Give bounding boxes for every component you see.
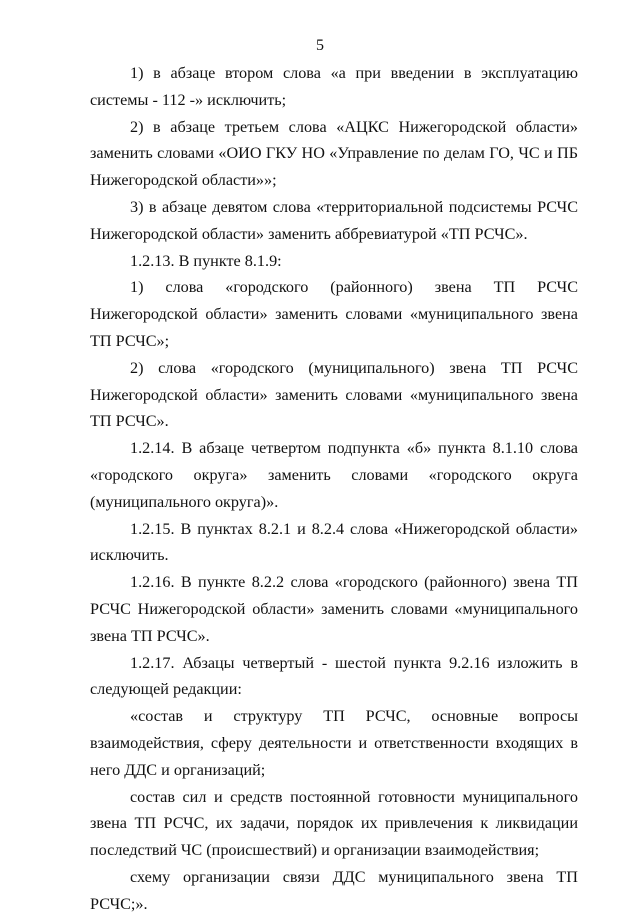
page-number: 5 [316, 37, 324, 54]
paragraph-11: «состав и структуру ТП РСЧС, основные вопросы взаимодействия, сферу деятельности и ответственности входящих в него ДДС и организаций; [90, 707, 578, 779]
paragraph-1: 1) в абзаце втором слова «а при введении в эксплуатацию системы - 112 -» исключить; [90, 64, 578, 109]
paragraph-3: 3) в абзаце девятом слова «территориальной подсистемы РСЧС Нижегородской области» заменить аббревиатурой «ТП РСЧС». [90, 197, 578, 243]
paragraph-2: 2) в абзаце третьем слова «АЦКС Нижегородской области» заменить словами «ОИО ГКУ НО «Управление по делам ГО, ЧС и ПБ Нижегородской области»»; [90, 117, 578, 190]
paragraph-8: 1.2.15. В пунктах 8.2.1 и 8.2.4 слова «Нижегородской области» исключить. [90, 519, 578, 565]
paragraph-7: 1.2.14. В абзаце четвертом подпункта «б» пункта 8.1.10 слова «городского округа» заменить словами «городского округа (муниципального округа)». [90, 439, 578, 511]
paragraph-5: 1) слова «городского (районного) звена ТП РСЧС Нижегородской области» заменить словами «муниципального звена ТП РСЧС»; [90, 278, 578, 350]
paragraph-6: 2) слова «городского (муниципального) звена ТП РСЧС Нижегородской области» заменить словами «муниципального звена ТП РСЧС». [90, 358, 578, 431]
paragraph-13: схему организации связи ДДС муниципального звена ТП РСЧС;». [90, 867, 578, 913]
paragraph-12: состав сил и средств постоянной готовности муниципального звена ТП РСЧС, их задачи, порядок их привлечения к ликвидации последствий ЧС (происшествий) и организации взаимодействия; [90, 787, 578, 860]
paragraph-9: 1.2.16. В пункте 8.2.2 слова «городского (районного) звена ТП РСЧС Нижегородской области» заменить словами «муниципального звена ТП РСЧС». [90, 573, 578, 645]
document-body [90, 60, 578, 918]
paragraph-10: 1.2.17. Абзацы четвертый - шестой пункта 9.2.16 изложить в следующей редакции: [90, 653, 578, 699]
paragraph-4: 1.2.13. В пункте 8.1.9: [130, 251, 282, 270]
